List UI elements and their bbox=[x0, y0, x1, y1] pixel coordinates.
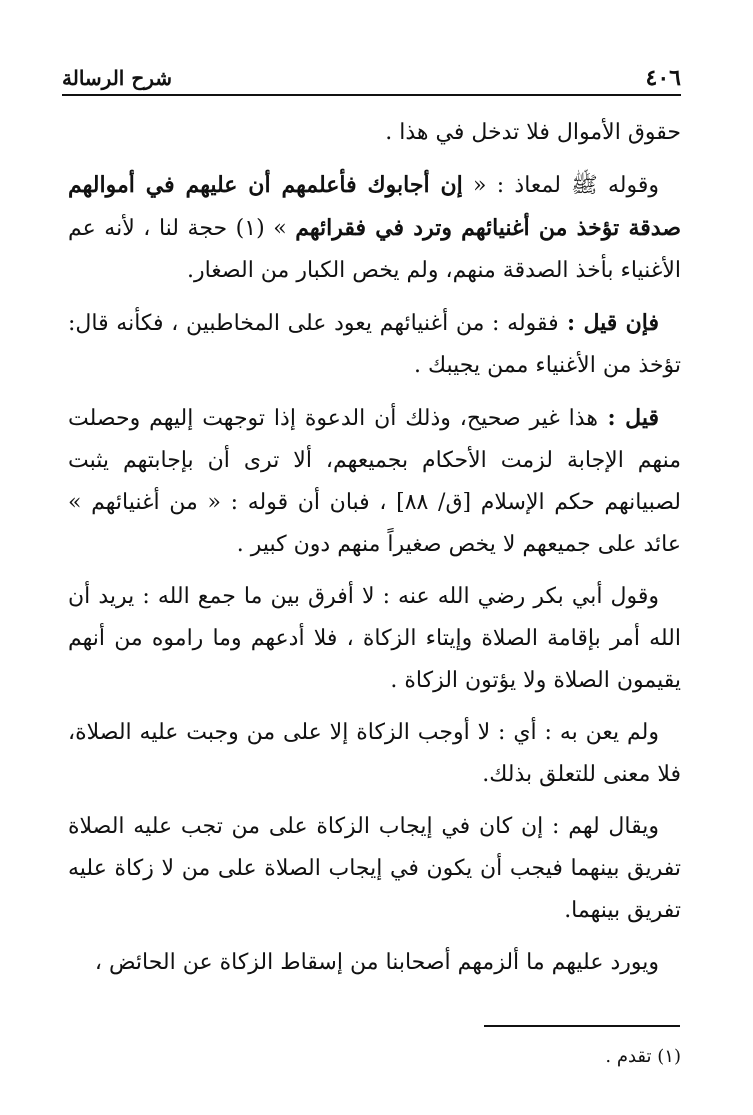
running-title: شرح الرسالة bbox=[62, 66, 173, 90]
paragraph bbox=[68, 112, 681, 154]
bold-text-run: إن أجابوك فأعلمهم أن عليهم في أموالهم صدقة تؤخذ من أغنيائهم وترد في فقرائهم bbox=[68, 172, 681, 241]
header-rule bbox=[62, 94, 681, 96]
text-run: وقول أبي بكر رضي الله عنه : لا أفرق بين ما جمع الله : يريد أن الله أمر بإقامة الصلاة وإيتاء الزكاة ، فلا أدعهم وما راموه من أنهم يقيمون الصلاة ولا يؤتون الزكاة . bbox=[68, 584, 681, 693]
text-run: وقوله ﷺ لمعاذ : « bbox=[462, 173, 660, 198]
text-run: فقوله : من أغنيائهم يعود على المخاطبين ، فكأنه قال: تؤخذ من الأغنياء ممن يجيبك . bbox=[68, 311, 681, 378]
bold-text-run: فإن قيل : bbox=[558, 310, 660, 336]
paragraph bbox=[68, 164, 681, 292]
text-run: حقوق الأموال فلا تدخل في هذا . bbox=[385, 120, 681, 145]
page-header bbox=[62, 64, 681, 94]
bold-text-run: قيل : bbox=[597, 405, 659, 431]
paragraph bbox=[68, 942, 681, 984]
paragraph bbox=[68, 712, 681, 796]
page-number: ٤٠٦ bbox=[645, 65, 681, 91]
footnote-rule bbox=[484, 1025, 680, 1027]
text-run: ويقال لهم : إن كان في إيجاب الزكاة على من تجب عليه الصلاة تفريق بينهما فيجب أن يكون في إيجاب الصلاة على من لا زكاة عليه تفريق بينهما. bbox=[68, 814, 681, 923]
paragraph bbox=[68, 806, 681, 932]
body-text bbox=[68, 112, 681, 994]
paragraph bbox=[68, 576, 681, 702]
paragraph bbox=[68, 302, 681, 387]
text-run: » (١) حجة لنا ، لأنه عم الأغنياء بأخذ الصدقة منهم، ولم يخص الكبار من الصغار. bbox=[68, 216, 681, 283]
text-run: ويورد عليهم ما ألزمهم أصحابنا من إسقاط الزكاة عن الحائض ، bbox=[94, 950, 659, 975]
paragraph bbox=[68, 397, 681, 566]
text-run: هذا غير صحيح، وذلك أن الدعوة إذا توجهت إليهم وحصلت منهم الإجابة لزمت الأحكام بجميعهم، ألا ترى أن بإجابتهم يثبت لصبيانهم حكم الإسلام [ق/ ٨٨] ، فبان أن قوله : « من أغنيائهم » عائد على جميعهم لا يخص صغيراً منهم دون كبير . bbox=[68, 406, 682, 557]
text-run: ولم يعن به : أي : لا أوجب الزكاة إلا على من وجبت عليه الصلاة، فلا معنى للتعلق بذلك. bbox=[68, 720, 681, 787]
footnote: (١) تقدم . bbox=[605, 1046, 681, 1067]
